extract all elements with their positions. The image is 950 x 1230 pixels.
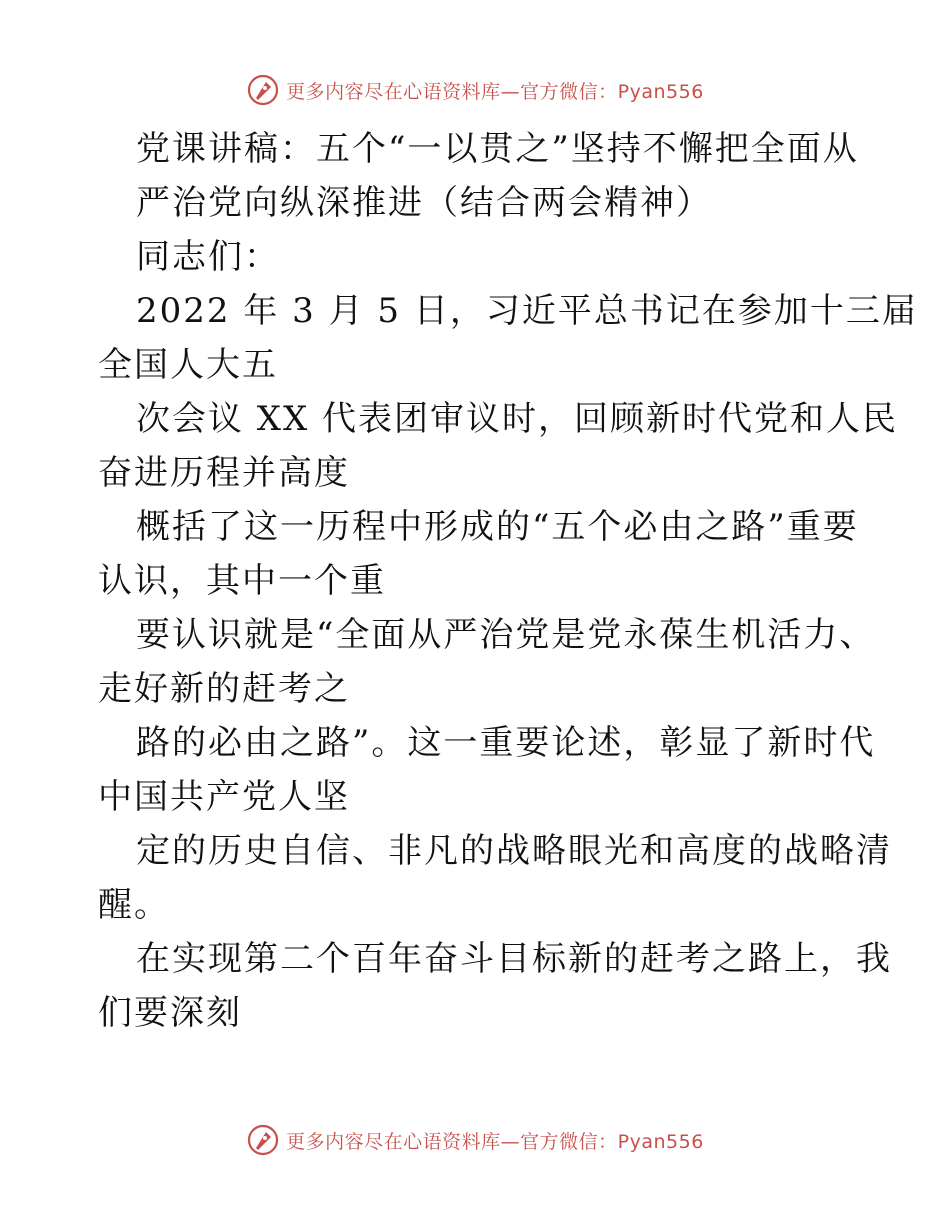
- banner-brand: 更多内容尽在心语资料库: [286, 1130, 501, 1153]
- document-line: 在实现第二个百年奋斗目标新的赶考之路上，我: [136, 939, 892, 979]
- banner-text: [286, 77, 704, 104]
- banner-separator: —: [500, 80, 521, 103]
- banner-wechat: 官方微信：Pyan556: [520, 1130, 704, 1153]
- document-body: [98, 122, 918, 1040]
- document-line: 严治党向纵深推进（结合两会精神）: [136, 183, 712, 223]
- document-line: 概括了这一历程中形成的“五个必由之路”重要: [136, 507, 859, 547]
- document-line: 次会议 XX 代表团审议时，回顾新时代党和人民: [136, 399, 899, 439]
- pen-nib-logo-icon: [246, 73, 280, 107]
- document-line: 路的必由之路”。这一重要论述，彰显了新时代: [136, 723, 876, 763]
- document-line: 奋进历程并高度: [98, 453, 350, 493]
- document-line: 全国人大五: [98, 345, 278, 385]
- document-line: 认识，其中一个重: [98, 561, 386, 601]
- document-line: 党课讲稿：五个“一以贯之”坚持不懈把全面从: [136, 129, 859, 169]
- document-line: 醒。: [98, 885, 170, 925]
- document-line: 定的历史自信、非凡的战略眼光和高度的战略清: [136, 831, 892, 871]
- document-line: 走好新的赶考之: [98, 669, 350, 709]
- banner-separator: —: [500, 1130, 521, 1153]
- banner-brand: 更多内容尽在心语资料库: [286, 80, 501, 103]
- document-line: 们要深刻: [98, 993, 242, 1033]
- footer-banner: [0, 1120, 950, 1160]
- document-line: 同志们：: [136, 237, 280, 277]
- document-line: 2022 年 3 月 5 日，习近平总书记在参加十三届: [136, 291, 918, 331]
- document-line: 要认识就是“全面从严治党是党永葆生机活力、: [136, 615, 876, 655]
- document-line: 中国共产党人坚: [98, 777, 350, 817]
- banner-wechat: 官方微信：Pyan556: [520, 80, 704, 103]
- pen-nib-logo-icon: [246, 1123, 280, 1157]
- header-banner: [0, 70, 950, 110]
- banner-text: [286, 1127, 704, 1154]
